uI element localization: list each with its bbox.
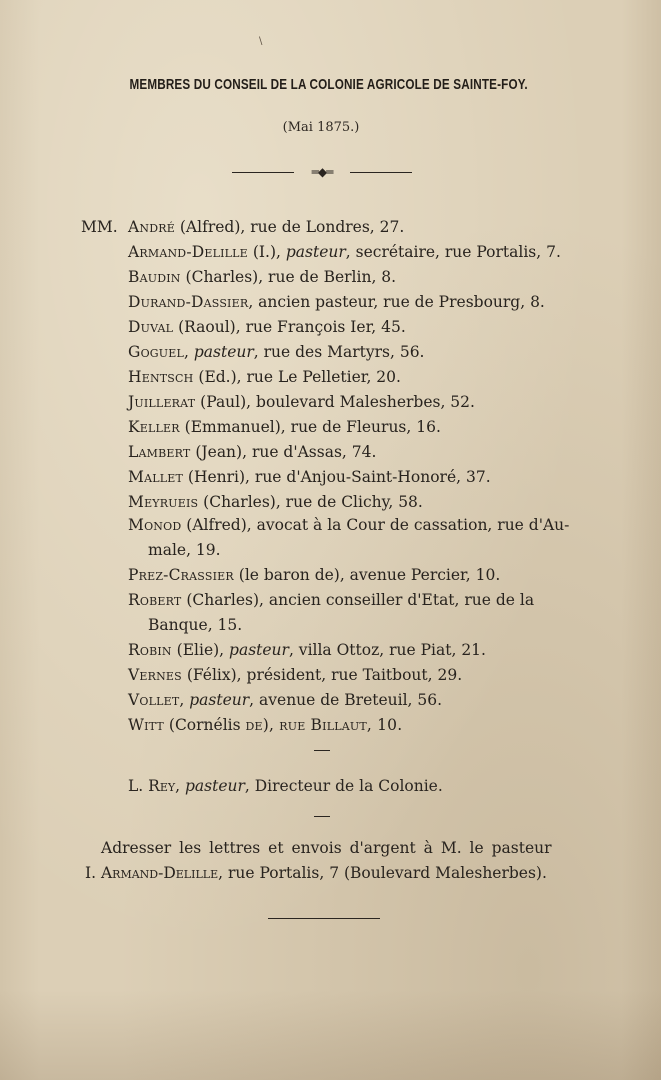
members-prefix: MM.: [81, 218, 118, 236]
member-detail: (Elie),: [171, 641, 230, 659]
member-entry: [128, 315, 568, 340]
member-name: Hentsch: [128, 368, 194, 386]
member-name: Goguel: [128, 343, 184, 361]
member-entry: [128, 390, 568, 415]
member-detail: (Emmanuel), rue de Fleurus, 16.: [179, 418, 441, 436]
member-role: pasteur: [229, 641, 289, 659]
member-role: pasteur: [189, 691, 250, 709]
member-name: André: [128, 218, 175, 236]
member-entry: [128, 215, 568, 240]
member-entry: [128, 663, 568, 688]
member-name: Meyrueis: [128, 493, 199, 511]
paper-stain: [0, 990, 661, 1080]
member-detail: (Ed.), rue Le Pelletier, 20.: [193, 368, 401, 386]
ornament-icon: ═◆═: [311, 165, 333, 179]
member-entry: [128, 440, 568, 465]
member-detail: (Cornélis: [163, 716, 246, 734]
member-name: Durand-Dassier: [128, 293, 249, 311]
address-rest: , rue Portalis, 7 (Boulevard Malesherbes).: [218, 864, 547, 882]
member-detail: de), rue Billaut, 10.: [245, 716, 403, 734]
member-name: Monod: [128, 516, 182, 534]
member-role: pasteur: [285, 243, 346, 261]
ornament-divider: [232, 166, 412, 180]
address-name: Armand-Delille: [100, 864, 219, 882]
member-detail: (Raoul), rue François Ier, 45.: [173, 318, 406, 336]
member-name: Keller: [128, 418, 180, 436]
member-detail: (Alfred), rue de Londres, 27.: [174, 218, 405, 236]
address-line-1: Adresser les lettres et envois d'argent à M. le pasteur: [101, 839, 552, 857]
member-detail: (Charles), ancien conseiller d'Etat, rue de la: [181, 591, 535, 609]
member-name: Prez-Crassier: [128, 566, 234, 584]
member-detail: (Paul), boulevard Malesherbes, 52.: [195, 393, 475, 411]
member-name: Mallet: [128, 468, 183, 486]
member-name: Vollet: [128, 691, 180, 709]
member-detail: (Jean), rue d'Assas, 74.: [190, 443, 377, 461]
member-name: Armand-Delille: [128, 243, 248, 261]
address-initial: I.: [85, 864, 101, 882]
member-detail: (le baron de), avenue Percier, 10.: [233, 566, 501, 584]
closing-rule: [268, 918, 380, 919]
member-entry: [128, 688, 568, 713]
member-detail: (Charles), rue de Berlin, 8.: [180, 268, 397, 286]
director-sep: ,: [175, 777, 185, 795]
member-name: Juillerat: [128, 393, 196, 411]
member-entry: [128, 240, 568, 265]
member-detail: ,: [179, 691, 190, 709]
member-entry: [128, 563, 568, 588]
member-entry: [128, 290, 568, 315]
member-entry: [128, 713, 568, 738]
member-name: Robin: [128, 641, 172, 659]
member-detail: (Félix), président, rue Taitbout, 29.: [181, 666, 463, 684]
member-name: Vernes: [128, 666, 182, 684]
director-line: [128, 774, 443, 799]
address-paragraph: [85, 836, 571, 886]
director-name: L. Rey: [128, 777, 176, 795]
member-entry: [128, 415, 568, 440]
member-continuation: male, 19.: [148, 541, 221, 559]
member-detail: (Henri), rue d'Anjou-Saint-Honoré, 37.: [183, 468, 491, 486]
member-detail: (I.),: [247, 243, 286, 261]
member-detail: (Alfred), avocat à la Cour de cassation, rue d'Au-: [181, 516, 570, 534]
member-name: Robert: [128, 591, 182, 609]
stray-mark: \: [259, 36, 263, 47]
member-name: Baudin: [128, 268, 181, 286]
date-line: (Mai 1875.): [282, 120, 360, 135]
member-entry: [128, 513, 568, 538]
member-detail: , avenue de Breteuil, 56.: [249, 691, 443, 709]
address-line-2: [85, 861, 571, 886]
page-title: MEMBRES DU CONSEIL DE LA COLONIE AGRICOLE DE SAINTE-FOY.: [129, 76, 528, 93]
director-title: pasteur: [184, 777, 245, 795]
member-entry: [128, 340, 568, 365]
section-dash: [314, 816, 330, 817]
member-detail: (Charles), rue de Clichy, 58.: [198, 493, 423, 511]
member-detail: , rue des Martyrs, 56.: [253, 343, 425, 361]
member-name: Lambert: [128, 443, 191, 461]
member-continuation: Banque, 15.: [148, 616, 243, 634]
member-role: pasteur: [193, 343, 254, 361]
ornament-rule-left: [232, 172, 294, 173]
member-entry: [128, 588, 568, 613]
member-entry: [128, 365, 568, 390]
member-entry: [128, 490, 568, 515]
member-detail: , ancien pasteur, rue de Presbourg, 8.: [248, 293, 545, 311]
member-entry: [128, 638, 568, 663]
member-detail: , villa Ottoz, rue Piat, 21.: [288, 641, 486, 659]
section-dash: [314, 750, 330, 751]
member-detail: , secrétaire, rue Portalis, 7.: [345, 243, 561, 261]
member-name: Witt: [128, 716, 164, 734]
member-detail: ,: [184, 343, 194, 361]
ornament-rule-right: [350, 172, 412, 173]
member-entry: [128, 265, 568, 290]
member-entry: [128, 465, 568, 490]
member-name: Duval: [128, 318, 174, 336]
director-rest: , Directeur de la Colonie.: [244, 777, 443, 795]
